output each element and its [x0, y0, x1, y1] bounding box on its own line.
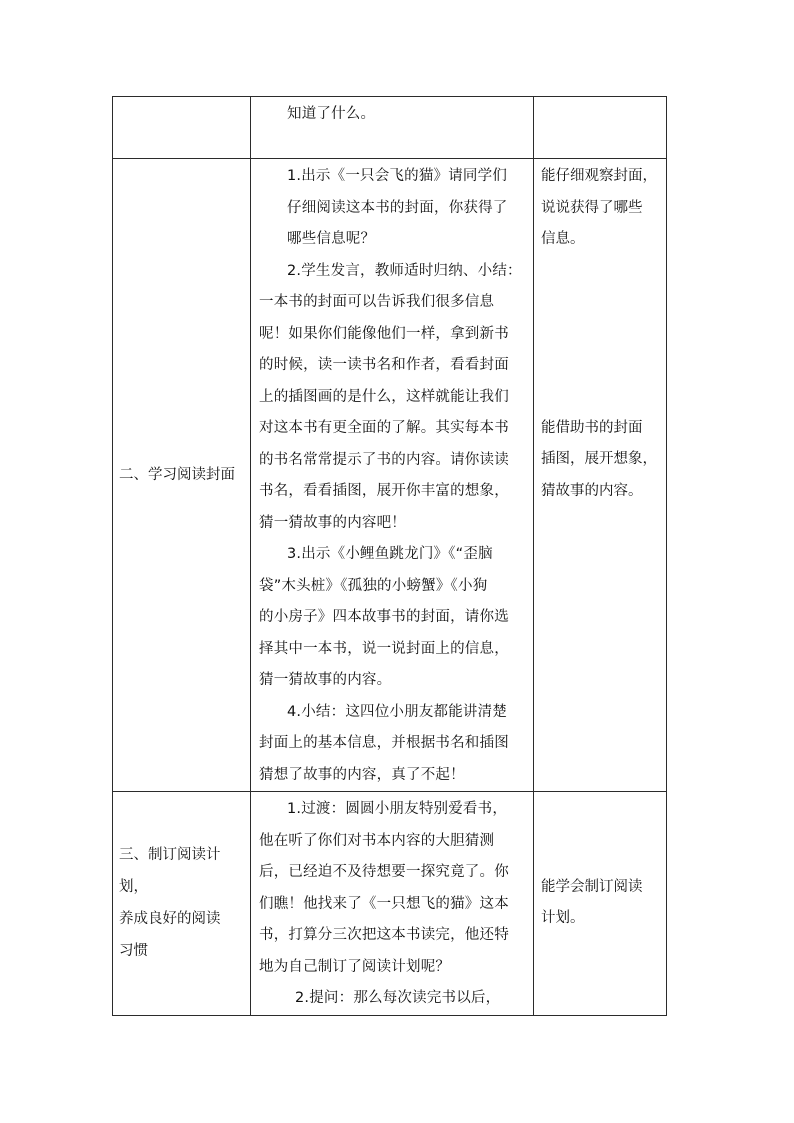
- content-cell: [251, 792, 534, 1016]
- content-line: 一本书的封面可以告诉我们很多信息: [259, 294, 495, 310]
- content-line: 他在听了你们对书本内容的大胆猜测: [259, 832, 495, 849]
- stage-cell: [113, 792, 251, 1016]
- content-line: 猜一猜故事的内容。: [259, 672, 392, 688]
- goal-line: 能仔细观察封面，: [541, 168, 657, 184]
- content-line: 哪些信息呢？: [287, 231, 376, 247]
- goal-line: 猜故事的内容。: [541, 482, 643, 499]
- lesson-plan-table: [112, 96, 667, 1016]
- content-line: 呢！如果你们能像他们一样，拿到新书: [259, 325, 509, 342]
- stage-cell: [113, 159, 251, 792]
- stage-line: 养成良好的阅读: [119, 911, 221, 928]
- goal-line: 能借助书的封面: [541, 419, 643, 436]
- content-line: 的书名常常提示了书的内容。请你读读: [259, 451, 509, 468]
- content-line: 3.出示《小鲤鱼跳龙门》《“歪脑: [287, 546, 493, 562]
- step-1-block: [259, 161, 527, 256]
- content-line: 地为自己制订了阅读计划呢？: [259, 958, 451, 975]
- content-line: 2.提问：那么每次读完书以后，: [295, 990, 501, 1006]
- step-2-block: [259, 983, 527, 1015]
- stage-line: 习惯: [119, 943, 148, 960]
- content-line: 猜一猜故事的内容吧！: [259, 514, 406, 531]
- content-line: 的时候，读一读书名和作者，看看封面: [259, 357, 509, 373]
- table-row-reading-cover: [113, 159, 667, 792]
- content-line: 书名，看看插图，展开你丰富的想象，: [259, 483, 509, 499]
- content-line: 猜想了故事的内容，真了不起！: [259, 766, 465, 783]
- content-line: 2.学生发言，教师适时归纳、小结：: [287, 262, 522, 279]
- step-3-block: [259, 539, 527, 697]
- content-line: 的小房子》四本故事书的封面，请你选: [259, 609, 509, 625]
- content-line: 仔细阅读这本书的封面，你获得了: [287, 199, 508, 216]
- content-line: 1.过渡：圆圆小朋友特别爱看书，: [287, 801, 508, 817]
- goal-1-block: [541, 161, 660, 256]
- content-line: 后，已经迫不及待想要一探究竟了。你: [259, 864, 509, 880]
- goal-line: 说说获得了哪些: [541, 199, 643, 216]
- content-line: 4.小结：这四位小朋友都能讲清楚: [287, 703, 508, 720]
- stage-line: 三、制订阅读计划，: [119, 847, 221, 896]
- content-line: 择其中一本书，说一说封面上的信息，: [259, 640, 509, 657]
- goal-line: 信息。: [541, 231, 585, 247]
- goal-line: 插图，展开想象，: [541, 451, 657, 467]
- content-line: 1.出示《一只会飞的猫》请同学们: [287, 168, 508, 184]
- content-line: 上的插图画的是什么，这样就能让我们: [259, 388, 509, 405]
- content-line: 书，打算分三次把这本书读完，他还特: [259, 927, 509, 943]
- step-2-block: [259, 256, 527, 540]
- content-line: 们瞧！他找来了《一只想飞的猫》这本: [259, 895, 509, 912]
- table-row-reading-plan: [113, 792, 667, 1016]
- content-line: 知道了什么。: [287, 106, 376, 122]
- goal-2-block: [541, 413, 660, 508]
- table-row-intro-tail: [113, 97, 667, 159]
- stage-title: 二、学习阅读封面: [119, 467, 235, 483]
- goal-line: 计划。: [541, 910, 585, 927]
- content-cell: [251, 97, 534, 159]
- content-line: 袋”木头桩》《孤独的小螃蟹》《小狗: [259, 577, 488, 594]
- step-4-block: [259, 697, 527, 792]
- stage-cell-empty: [113, 97, 251, 159]
- step-1-block: [259, 794, 527, 983]
- goal-cell: [534, 792, 667, 1016]
- goal-line: 能学会制订阅读: [541, 878, 643, 895]
- goal-cell: [534, 159, 667, 792]
- content-cell: [251, 159, 534, 792]
- content-line: 封面上的基本信息，并根据书名和插图: [259, 735, 509, 751]
- stage-title: [119, 839, 246, 967]
- content-line: 对这本书有更全面的了解。其实每本书: [259, 420, 509, 436]
- goal-cell-empty: [534, 97, 667, 159]
